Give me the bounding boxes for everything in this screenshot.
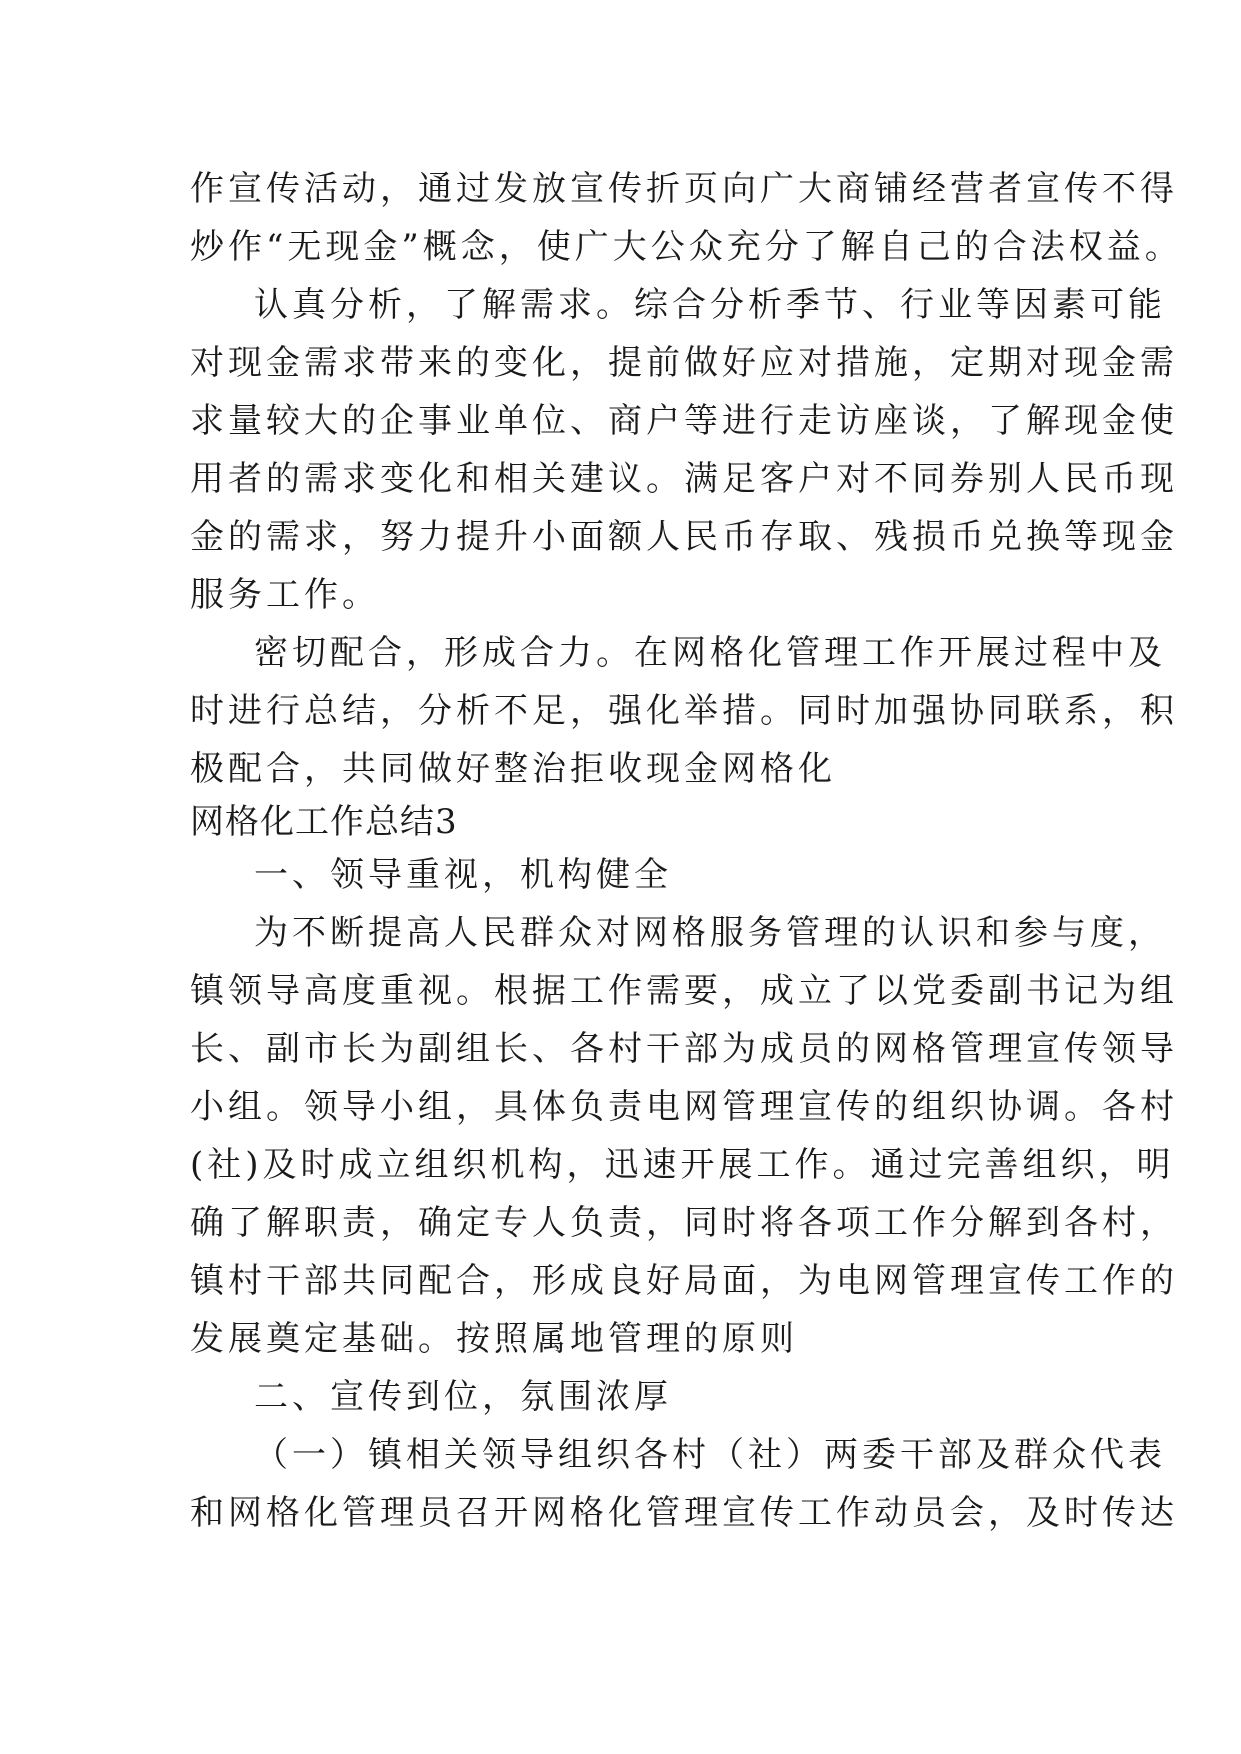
text-line: 对现金需求带来的变化，提前做好应对措施，定期对现金需 xyxy=(190,343,1178,383)
text-line: 小组。领导小组，具体负责电网管理宣传的组织协调。各村 xyxy=(190,1087,1178,1127)
text-line: 认真分析，了解需求。综合分析季节、行业等因素可能 xyxy=(254,285,1166,325)
text-line: 为不断提高人民群众对网格服务管理的认识和参与度， xyxy=(254,913,1166,953)
text-line: 密切配合，形成合力。在网格化管理工作开展过程中及 xyxy=(254,633,1166,673)
text-line: 时进行总结，分析不足，强化举措。同时加强协同联系，积 xyxy=(190,691,1178,731)
text-line: 一、领导重视，机构健全 xyxy=(254,855,672,895)
text-line: 长、副市长为副组长、各村干部为成员的网格管理宣传领导 xyxy=(190,1029,1178,1069)
text-line: 服务工作。 xyxy=(190,575,380,615)
text-line: 镇领导高度重视。根据工作需要，成立了以党委副书记为组 xyxy=(190,971,1178,1011)
text-line: 金的需求，努力提升小面额人民币存取、残损币兑换等现金 xyxy=(190,517,1178,557)
text-line: 极配合，共同做好整治拒收现金网格化 xyxy=(190,749,836,789)
text-line: 镇村干部共同配合，形成良好局面，为电网管理宣传工作的 xyxy=(190,1261,1178,1301)
text-line: 二、宣传到位，氛围浓厚 xyxy=(254,1377,672,1417)
text-line: 作宣传活动，通过发放宣传折页向广大商铺经营者宣传不得 xyxy=(190,169,1178,209)
text-line: （一）镇相关领导组织各村（社）两委干部及群众代表 xyxy=(254,1435,1166,1475)
text-line: 发展奠定基础。按照属地管理的原则 xyxy=(190,1319,798,1359)
section-heading: 网格化工作总结3 xyxy=(190,802,458,842)
text-line: 求量较大的企事业单位、商户等进行走访座谈，了解现金使 xyxy=(190,401,1178,441)
document-body xyxy=(190,160,1183,1542)
text-line: 确了解职责，确定专人负责，同时将各项工作分解到各村， xyxy=(190,1203,1178,1243)
text-line: 和网格化管理员召开网格化管理宣传工作动员会，及时传达 xyxy=(190,1493,1178,1533)
text-line: 炒作“无现金”概念，使广大公众充分了解自己的合法权益。 xyxy=(190,227,1183,267)
text-line: (社)及时成立组织机构，迅速开展工作。通过完善组织，明 xyxy=(190,1145,1175,1185)
text-line: 用者的需求变化和相关建议。满足客户对不同券别人民币现 xyxy=(190,459,1178,499)
